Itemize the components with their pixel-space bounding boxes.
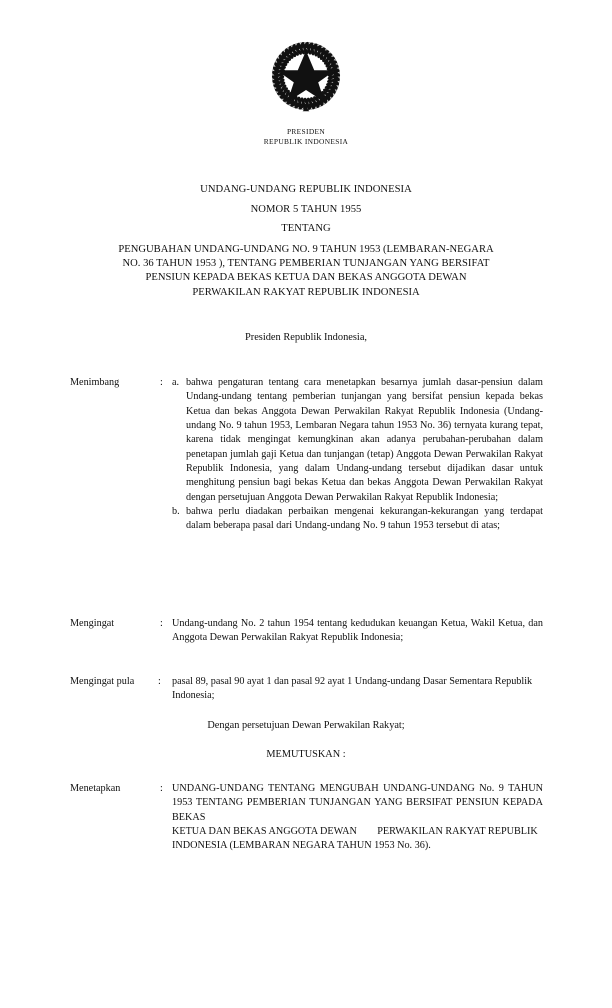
emblem-caption-line1: PRESIDEN xyxy=(286,127,326,136)
list-item xyxy=(172,376,543,505)
memutuskan-heading: MEMUTUSKAN : xyxy=(266,749,346,760)
title-subject-line: PENSIUN KEPADA BEKAS KETUA DAN BEKAS ANGGOTA DEWAN xyxy=(145,272,467,284)
title-subject-line: PENGUBAHAN UNDANG-UNDANG NO. 9 TAHUN 1953 (LEMBARAN-NEGARA xyxy=(118,243,494,255)
clause-body-mengingat: Undang-undang No. 2 tahun 1954 tentang kedudukan keuangan Ketua, Wakil Ketua, dan Anggota Dewan Perwakilan Rakyat Republik Indonesia; xyxy=(172,618,543,644)
clause-colon: : xyxy=(158,676,161,687)
clause-body-mengingat-pula: pasal 89, pasal 90 ayat 1 dan pasal 92 ayat 1 Undang-undang Dasar Sementara Republik Indonesia; xyxy=(172,676,533,702)
list-item-text: bahwa pengaturan tentang cara menetapkan besarnya jumlah dasar-pensiun dalam Undang-undang tentang pemberian tunjangan yang bersifat pensiun kepada bekas Ketua dan bekas Anggota Dewan Perwakilan Rakyat Republik Indonesia (Undang-undang No. 9 tahun 1953, Lembaran Negara tahun 1953 No. 36) ternyata kurang tepat, karena tidak mengingat kemungkinan akan adanya perubahan-perubahan dalam penetapan jumlah gaji Ketua dan tunjangan (tetap) Anggota Dewan Perwakilan Rakyat Republik Indonesia, yang dalam Undang-undang tersebut dijadikan dasar untuk menghitung pensiun bagi bekas Ketua dan bekas Anggota Dewan Perwakilan Rakyat dengan persetujuan Anggota Dewan Perwakilan Rakyat Republik Indonesia; xyxy=(186,377,543,503)
list-item-text: bahwa perlu diadakan perbaikan mengenai kekurangan-kekurangan yang terdapat dalam beberapa pasal dari Undang-undang No. 9 tahun 1953 tersebut di atas; xyxy=(186,506,543,532)
clause-label-mengingat: Mengingat xyxy=(70,618,115,629)
clause-body-menetapkan xyxy=(172,782,543,854)
title-subject xyxy=(66,243,546,301)
menetapkan-plain-part: KETUA DAN BEKAS ANGGOTA DEWAN PERWAKILAN RAKYAT REPUBLIK INDONESIA (LEMBARAN NEGARA TAHUN 1953 No. 36). xyxy=(172,826,541,852)
list-item xyxy=(172,505,543,534)
clause-label-menetapkan: Menetapkan xyxy=(70,783,121,794)
opening-line: Presiden Republik Indonesia, xyxy=(244,332,368,343)
emblem-caption xyxy=(0,127,612,146)
list-item-marker: b. xyxy=(172,506,180,518)
emblem-block xyxy=(0,34,612,146)
document-title-block xyxy=(66,180,546,300)
title-line-number: NOMOR 5 TAHUN 1955 xyxy=(250,203,362,215)
clause-colon: : xyxy=(160,377,163,388)
persetujuan-line: Dengan persetujuan Dewan Perwakilan Rakyat; xyxy=(207,720,405,731)
clause-mengingat-pula xyxy=(70,675,543,704)
list-item-marker: a. xyxy=(172,377,180,388)
indonesian-presidential-star-wreath-emblem xyxy=(264,34,348,118)
emblem-caption-line2: REPUBLIK INDONESIA xyxy=(263,136,349,146)
menetapkan-justified-part: UNDANG-UNDANG TENTANG MENGUBAH UNDANG-UNDANG No. 9 TAHUN 1953 TENTANG PEMBERIAN TUNJANGAN YANG BERSIFAT PENSIUN KEPADA BEKAS xyxy=(172,783,543,823)
clause-menetapkan xyxy=(70,782,543,854)
clause-menimbang xyxy=(70,376,543,534)
clause-label-mengingat-pula: Mengingat pula xyxy=(70,676,135,687)
clause-body-menimbang xyxy=(172,376,543,534)
title-line-1: UNDANG-UNDANG REPUBLIK INDONESIA xyxy=(200,184,412,195)
title-subject-line: NO. 36 TAHUN 1953 ), TENTANG PEMBERIAN TUNJANGAN YANG BERSIFAT xyxy=(122,257,490,269)
clause-label-menimbang: Menimbang xyxy=(70,377,120,388)
clause-colon: : xyxy=(160,618,163,629)
title-line-tentang: TENTANG xyxy=(281,223,331,234)
title-subject-line: PERWAKILAN RAKYAT REPUBLIK INDONESIA xyxy=(192,286,420,298)
clause-colon: : xyxy=(160,783,163,794)
clause-mengingat xyxy=(70,617,543,646)
